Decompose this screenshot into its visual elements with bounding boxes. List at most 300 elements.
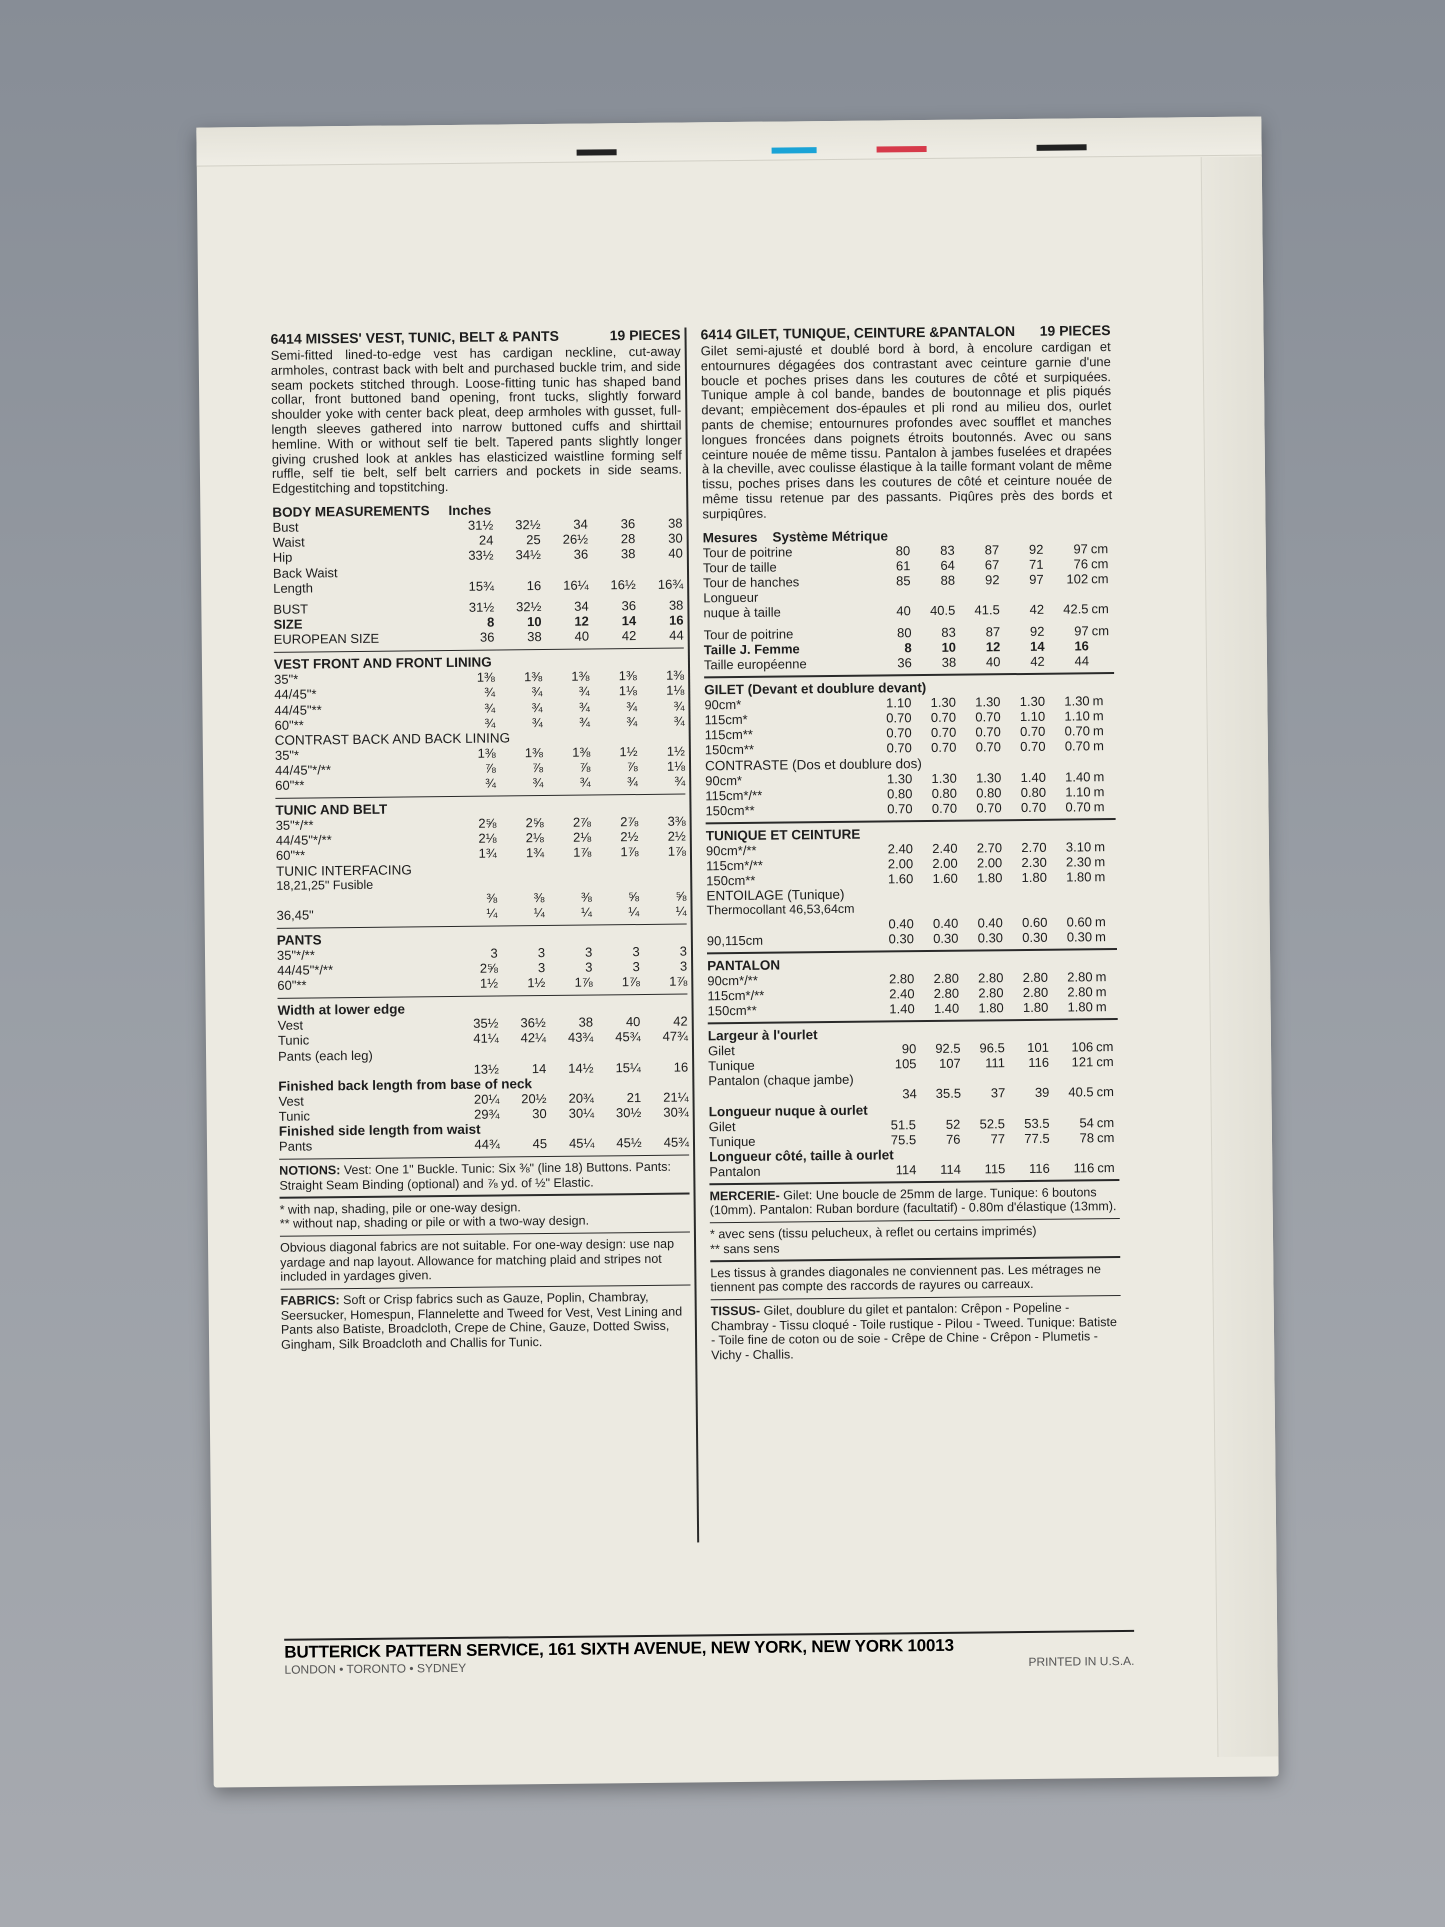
entoilage-sub: Thermocollant 46,53,64cm — [706, 901, 855, 918]
row-value: ⅜ — [533, 890, 545, 906]
back-length-heading: Finished back length from base of neck — [278, 1076, 533, 1094]
row-value: 34½ — [515, 547, 541, 563]
row-value: 61 — [895, 557, 911, 574]
row-value: 1.80 — [1067, 999, 1093, 1015]
row-label: Waist — [272, 534, 305, 551]
row-value: 3 — [632, 959, 640, 975]
row-value: 0.70 — [975, 709, 1001, 725]
row-value: 39 — [1034, 1085, 1050, 1101]
row-value: 45 — [532, 1136, 548, 1152]
row-value — [541, 562, 588, 578]
row-value — [1005, 1070, 1049, 1086]
row-unit: cm — [1097, 1160, 1115, 1176]
row-value: ¼ — [628, 904, 640, 920]
row-value: 1⅛ — [666, 682, 685, 699]
row-unit: m — [1095, 999, 1107, 1015]
tunic-table — [276, 814, 686, 864]
nuque-heading: Longueur nuque à ourlet — [708, 1102, 868, 1119]
row-value: 1⅞ — [669, 973, 688, 990]
row-label: 150cm** — [707, 1002, 757, 1019]
row-value: 34 — [573, 516, 588, 532]
row-unit — [1089, 638, 1114, 653]
color-bar-red — [877, 146, 927, 153]
row-value: 10 — [527, 614, 542, 630]
largeur-table — [708, 1039, 1119, 1104]
row-label: Tunique — [708, 1133, 756, 1150]
row-value: 1.10 — [1019, 708, 1046, 724]
row-value: 16 — [1074, 638, 1089, 654]
rule — [710, 1256, 1120, 1262]
row-value: 53.5 — [1024, 1115, 1050, 1131]
pantalon-heading: PANTALON — [707, 957, 781, 973]
row-value: 116 — [1028, 1054, 1050, 1070]
row-value: 35.5 — [935, 1086, 962, 1102]
row-value: 1⅜ — [571, 668, 590, 684]
row-value: 1⅜ — [618, 668, 637, 684]
row-value: 38 — [527, 629, 542, 645]
row-value: 42 — [1029, 602, 1045, 618]
pattern-title-fr: GILET, TUNIQUE, CEINTURE &PANTALON — [735, 323, 1016, 342]
row-value: 2.00 — [887, 855, 914, 872]
row-value: 31½ — [468, 599, 495, 615]
row-value: ¾ — [531, 684, 543, 700]
row-value: 52.5 — [979, 1115, 1005, 1132]
row-value: 0.70 — [1020, 799, 1047, 815]
row-label: EUROPEAN SIZE — [273, 631, 380, 648]
row-unit — [1088, 586, 1113, 601]
row-value: 41.5 — [974, 602, 1000, 618]
row-value: ¾ — [484, 700, 496, 716]
mesures-heading: Mesures — [702, 529, 758, 545]
row-value: 38 — [667, 515, 683, 531]
row-unit: cm — [1091, 622, 1110, 638]
row-value: 3.10 — [1065, 838, 1092, 855]
row-value: 97 — [1029, 571, 1044, 587]
row-unit: m — [1092, 692, 1104, 708]
row-value: 2.80 — [978, 969, 1004, 986]
row-value: 54 — [1079, 1114, 1094, 1130]
row-value: 1¾ — [525, 845, 545, 861]
row-value: 20¾ — [568, 1090, 594, 1106]
row-label: Bust — [272, 519, 299, 535]
row-value: 2⅛ — [478, 830, 497, 846]
row-value: ¾ — [485, 775, 497, 791]
row-label: Pantalon — [709, 1163, 761, 1180]
row-value: 16 — [526, 577, 542, 593]
rule — [710, 1218, 1120, 1224]
row-unit: m — [1094, 869, 1106, 885]
row-value: 3 — [679, 943, 688, 959]
row-value: 40 — [896, 603, 911, 619]
row-value: 1.30 — [1019, 693, 1046, 709]
diagonal-note-fr: Les tissus à grandes diagonales ne conviennent pas. Les métrages ne tiennent pas compte des raccords de rayures ou carreaux. — [710, 1261, 1101, 1295]
table-row — [707, 929, 1117, 948]
row-value: 36 — [620, 516, 636, 532]
row-value: ⅜ — [486, 890, 498, 906]
row-value — [911, 588, 956, 604]
row-value: ¾ — [579, 774, 591, 790]
row-unit: m — [1094, 838, 1106, 854]
row-value: 1.40 — [1020, 769, 1046, 785]
row-value: 24 — [478, 532, 494, 548]
row-value: 12 — [985, 639, 1001, 655]
printed-in: PRINTED IN U.S.A. — [1028, 1653, 1135, 1669]
row-value: 0.70 — [887, 801, 913, 817]
row-value: 1½ — [479, 975, 499, 992]
row-value: 30 — [532, 1106, 547, 1122]
row-value: 1.80 — [977, 870, 1003, 886]
row-value: 87 — [985, 623, 1001, 639]
row-value: 42¼ — [520, 1030, 547, 1046]
row-value: 34 — [574, 598, 589, 614]
row-value: 114 — [940, 1161, 961, 1177]
interfacing-table — [276, 889, 686, 924]
vest-table — [274, 668, 685, 733]
row-value: 0.80 — [1020, 784, 1047, 800]
pattern-title: MISSES' VEST, TUNIC, BELT & PANTS — [305, 327, 559, 347]
row-value: 92 — [1028, 541, 1044, 557]
row-value: 37 — [990, 1085, 1006, 1101]
row-label: 60"** — [274, 717, 304, 733]
row-value: 51.5 — [890, 1116, 917, 1132]
row-value: ¼ — [580, 904, 592, 920]
row-value: ⅞ — [484, 760, 496, 776]
row-label: 115cm** — [704, 726, 753, 743]
english-description: Semi-fitted lined-to-edge vest has cardigan neckline, cut-away armholes, contrast back with belt and purchased buckle trim, and side seam pockets stitched through. Loose-fitting tunic has shaped band collar, front buttoned band opening, front tucks, slightly forward shoulder yoke with center back pleat, deep armholes with gusset, full-length sleeves gathered into narrow buttoned cuffs and shirttail hemline. With or without self tie belt. Tapered pants slightly longer giving crushed look at ankles has elasticized waistline forming self ruffle, self tie belt, self belt carriers and pockets in side seams. Edgestitching and topstitching. — [270, 343, 683, 497]
row-label: Length — [273, 580, 314, 596]
row-value: ¼ — [486, 905, 498, 921]
row-label: 44/45"* — [274, 686, 317, 703]
pieces-count: 19 PIECES — [609, 326, 681, 344]
pattern-info — [270, 323, 1144, 1692]
row-value: ¾ — [484, 715, 496, 731]
row-value: 12 — [574, 613, 589, 629]
row-value: 40.5 — [929, 603, 956, 619]
row-value: 0.70 — [976, 800, 1002, 816]
row-label: 150cm** — [704, 742, 755, 758]
row-value: 28 — [620, 531, 636, 547]
row-value — [446, 563, 493, 579]
row-label: 36,45" — [276, 907, 314, 924]
row-value: 2.80 — [1067, 984, 1093, 1000]
row-label — [278, 1062, 452, 1079]
row-value: ¾ — [578, 683, 590, 699]
row-label: Gilet — [707, 1042, 735, 1059]
rule — [707, 948, 1117, 954]
row-value: 0.70 — [886, 710, 912, 726]
row-label: 35"* — [274, 671, 299, 687]
row-value: 1.60 — [932, 870, 958, 886]
row-value: 42 — [621, 628, 637, 644]
row-value: 2⅛ — [572, 829, 592, 845]
entoilage-heading: ENTOILAGE (Tunique) — [706, 887, 845, 904]
row-value: 40 — [574, 628, 590, 645]
row-label: Taille J. Femme — [703, 641, 800, 658]
row-label: Pantalon (chaque jambe) — [708, 1071, 854, 1089]
row-value: 44 — [1074, 653, 1090, 669]
mesures-table — [703, 541, 1114, 621]
row-value: 2⅝ — [478, 815, 497, 831]
row-value: 16 — [668, 612, 684, 628]
row-value: 0.60 — [1022, 914, 1048, 930]
row-value — [588, 562, 635, 578]
row-value: 116 — [1073, 1160, 1095, 1176]
row-value: 75.5 — [890, 1131, 917, 1148]
body-measurements-table — [272, 516, 683, 596]
row-label: 90cm* — [704, 696, 742, 713]
row-value: 83 — [940, 542, 955, 558]
row-value: 42 — [1030, 653, 1045, 669]
row-value: 42 — [673, 1013, 688, 1029]
row-value — [961, 1070, 1005, 1086]
table-row — [275, 774, 685, 793]
table-row — [277, 974, 687, 993]
row-value: 1.10 — [885, 694, 912, 711]
rule — [277, 923, 687, 929]
row-unit — [1093, 1069, 1118, 1084]
row-value: 16¼ — [563, 577, 589, 593]
row-value: 45¾ — [663, 1134, 690, 1151]
taille-table — [704, 623, 1114, 673]
row-value: 1.40 — [1065, 768, 1091, 785]
row-value: 2.80 — [1022, 984, 1049, 1000]
row-value — [451, 1046, 498, 1062]
row-value — [641, 1044, 689, 1060]
row-unit: cm — [1096, 1114, 1115, 1130]
row-value: 111 — [985, 1055, 1006, 1071]
row-value: 2.30 — [1065, 854, 1092, 870]
row-label: Tunic — [277, 1032, 310, 1049]
row-value: 2.80 — [1067, 968, 1093, 985]
row-value: 1.80 — [978, 1000, 1004, 1016]
row-value: 0.80 — [887, 785, 913, 802]
row-value — [1044, 586, 1089, 602]
row-unit: cm — [1096, 1129, 1115, 1145]
rule — [280, 1231, 690, 1237]
row-unit: cm — [1090, 555, 1109, 572]
row-value: 1.40 — [889, 1001, 915, 1017]
row-value: 35½ — [473, 1015, 499, 1031]
row-value: 102 — [1066, 571, 1089, 587]
row-value: 2⅛ — [525, 830, 544, 846]
row-value: ⅜ — [580, 889, 592, 905]
row-value: 30¼ — [568, 1105, 595, 1121]
row-label: Taille européenne — [703, 656, 807, 673]
row-label: Hip — [272, 550, 293, 566]
row-value: 15¾ — [468, 578, 494, 594]
row-value: 0.40 — [888, 915, 914, 932]
row-value: 1⅜ — [476, 669, 495, 685]
row-value: 92.5 — [935, 1040, 961, 1056]
tunic-heading: TUNIC AND BELT — [275, 801, 388, 818]
row-value: 97 — [1073, 540, 1088, 557]
table-row — [705, 799, 1115, 818]
row-value: 0.80 — [976, 784, 1002, 801]
row-value: 92 — [984, 572, 1000, 588]
sens-note-2: ** sans sens — [710, 1241, 780, 1256]
row-label: Longueur — [703, 589, 759, 606]
row-value: 1.80 — [1022, 999, 1049, 1016]
row-value: ⅝ — [628, 889, 640, 905]
row-value: ⅝ — [675, 888, 687, 904]
row-value: 1.30 — [886, 770, 913, 786]
row-label: 35"*/** — [275, 817, 314, 833]
table-row — [274, 628, 684, 647]
row-value: 29¾ — [474, 1106, 500, 1122]
row-value: 0.70 — [930, 724, 957, 741]
table-row — [704, 653, 1114, 672]
fabrics-text: Soft or Crisp fabrics such as Gauze, Poplin, Chambray, Seersucker, Homespun, Flannelette and Tweed for Vest, Vest Lining and Pants also Batiste, Broadcloth, Crepe de Chine, Gauze, Dotted Swiss, Gingham, Silk Broadcloth and Challis for Tunic. — [280, 1290, 683, 1352]
row-value: 106 — [1071, 1039, 1094, 1055]
row-unit: m — [1094, 913, 1106, 929]
row-value: 78 — [1079, 1130, 1095, 1146]
row-value: 1⅜ — [665, 667, 685, 683]
french-description: Gilet semi-ajusté et doublé bord à bord, à encolure cardigan et entournures dégagées dos contrastant avec ceinture garnie d'une boucle et poches prises dans les coutures de côté et surpiquées. Tunique ample à col bande, bandes de boutonnage et plis piqués devant; empiècement dos-épaules et pli rond au milieu dos, ourlet pants de chemise; entournures profondes avec soufflet et manches longues froncées dans poignets étroits boutonnés. Avec ou sans ceinture nouée de même tissu. Pantalon à jambes fuselées et drapées à la cheville, avec coulisse élastique à la taille formant volant de même tissu, poches prises dans les coutures de côté et ceinture nouée de même tissu retenue par des passants. Piqûres près des bords et surpiqûres. — [700, 339, 1113, 522]
row-value: 1⅜ — [524, 744, 544, 761]
row-value: ¾ — [673, 713, 685, 729]
row-value: 21¼ — [663, 1089, 689, 1105]
english-column — [270, 328, 691, 1352]
row-value: 21 — [626, 1089, 642, 1106]
row-value: 0.40 — [932, 915, 959, 931]
row-value: 2⅞ — [620, 814, 639, 830]
width-heading: Width at lower edge — [277, 1001, 406, 1018]
pattern-number: 6414 — [270, 330, 302, 347]
row-value: 1¾ — [478, 845, 497, 862]
row-label: 115cm*/** — [705, 787, 763, 804]
row-label: 115cm*/** — [706, 857, 764, 874]
row-value: 32½ — [516, 599, 542, 615]
row-label: nuque à taille — [703, 604, 781, 621]
row-value: 101 — [1027, 1039, 1049, 1055]
row-value: 97 — [1074, 622, 1089, 639]
pants-heading: PANTS — [276, 932, 322, 948]
row-value: 1.10 — [1064, 708, 1090, 724]
row-value: 38 — [620, 546, 636, 562]
row-value: 45¾ — [615, 1029, 641, 1045]
row-value: 64 — [940, 557, 955, 573]
inches-label: Inches — [448, 502, 492, 518]
row-value: 2½ — [620, 829, 639, 845]
row-value: 47¾ — [662, 1028, 688, 1045]
rule — [708, 1018, 1118, 1024]
row-value: 90 — [901, 1040, 917, 1057]
row-value: 45½ — [616, 1135, 642, 1151]
row-label — [708, 1087, 872, 1104]
row-value: 1½ — [666, 743, 685, 759]
row-label — [707, 916, 870, 933]
row-value: 26½ — [562, 531, 589, 547]
contrast-heading: CONTRAST BACK AND BACK LINING — [274, 730, 511, 748]
row-value: ¾ — [626, 774, 638, 790]
row-value: 33½ — [468, 547, 494, 564]
row-value: ¾ — [578, 699, 590, 715]
row-value: 1.80 — [1066, 869, 1092, 885]
rule — [706, 818, 1116, 824]
row-label: 115cm*/** — [707, 987, 765, 1004]
row-value: 0.30 — [977, 930, 1004, 946]
row-label: Gilet — [708, 1118, 736, 1134]
side-length-heading: Finished side length from waist — [278, 1122, 481, 1140]
rule — [709, 1179, 1119, 1185]
row-label: Tour de hanches — [703, 574, 800, 591]
row-value: 76 — [945, 1131, 961, 1147]
row-unit: cm — [1091, 571, 1109, 587]
row-unit: m — [1093, 783, 1105, 799]
rule — [711, 1295, 1121, 1301]
row-label: 60"** — [275, 847, 306, 864]
row-value: 2.70 — [1021, 839, 1047, 855]
row-value: 1.30 — [930, 694, 957, 710]
tunique-heading: TUNIQUE ET CEINTURE — [705, 826, 861, 843]
row-value: 2.70 — [976, 839, 1003, 856]
row-value — [1049, 1069, 1093, 1085]
row-unit: m — [1093, 738, 1105, 754]
row-value: 3 — [585, 944, 593, 960]
vest-heading: VEST FRONT AND FRONT LINING — [273, 654, 492, 672]
row-value: 0.60 — [1066, 914, 1093, 930]
row-unit: cm — [1096, 1084, 1115, 1100]
row-value: ⅞ — [579, 759, 591, 775]
row-value: 2.80 — [933, 970, 959, 986]
row-label: 150cm** — [705, 802, 755, 819]
row-value: 3 — [490, 945, 498, 961]
row-value: 8 — [486, 614, 495, 630]
french-column — [700, 323, 1121, 1362]
color-bar-cyan — [772, 147, 817, 153]
row-value — [955, 587, 1000, 603]
row-value: 2.40 — [932, 840, 958, 856]
row-value: ⅞ — [532, 760, 544, 776]
row-unit: cm — [1090, 540, 1109, 556]
mercerie-text: Gilet: Une boucle de 25mm de large. Tunique: 6 boutons (10mm). Pantalon: Ruban bordure (facultatif) - 0.80m d'élastique (13mm). — [709, 1184, 1117, 1218]
mercerie-label: MERCERIE- — [709, 1188, 780, 1203]
row-value: 0.70 — [1064, 738, 1091, 754]
row-label: 60"** — [277, 977, 307, 994]
row-value: 67 — [984, 557, 1000, 573]
row-label: 115cm* — [704, 711, 748, 728]
row-value: 1⅞ — [667, 843, 687, 860]
row-value: 16½ — [610, 576, 636, 593]
row-value: 45¼ — [568, 1135, 595, 1152]
row-value — [494, 563, 541, 579]
row-value: 1.30 — [975, 769, 1002, 785]
row-value: 30¾ — [663, 1104, 689, 1120]
row-value: 42.5 — [1063, 601, 1089, 617]
row-value: 30½ — [615, 1105, 642, 1121]
row-value: 44 — [669, 627, 684, 644]
row-value: 85 — [895, 573, 911, 589]
row-value: 0.70 — [1065, 799, 1091, 815]
row-value: 8 — [904, 639, 912, 656]
row-value: ¾ — [674, 773, 686, 789]
row-label: 60"** — [275, 777, 305, 794]
row-value: 1⅜ — [572, 744, 591, 760]
row-value: 0.70 — [975, 739, 1002, 755]
row-unit: cm — [1091, 601, 1109, 617]
back-length-table — [278, 1089, 688, 1124]
row-value: 14 — [531, 1060, 547, 1076]
row-value: 80 — [895, 542, 911, 558]
row-value: ¾ — [673, 698, 685, 714]
row-value: 0.40 — [977, 914, 1003, 931]
row-value: 14½ — [568, 1060, 594, 1076]
mesures — [703, 526, 1114, 673]
row-value: 2.00 — [932, 855, 958, 871]
row-unit: m — [1093, 768, 1105, 784]
row-label: Tour de poitrine — [703, 625, 794, 642]
row-value — [1000, 587, 1044, 603]
